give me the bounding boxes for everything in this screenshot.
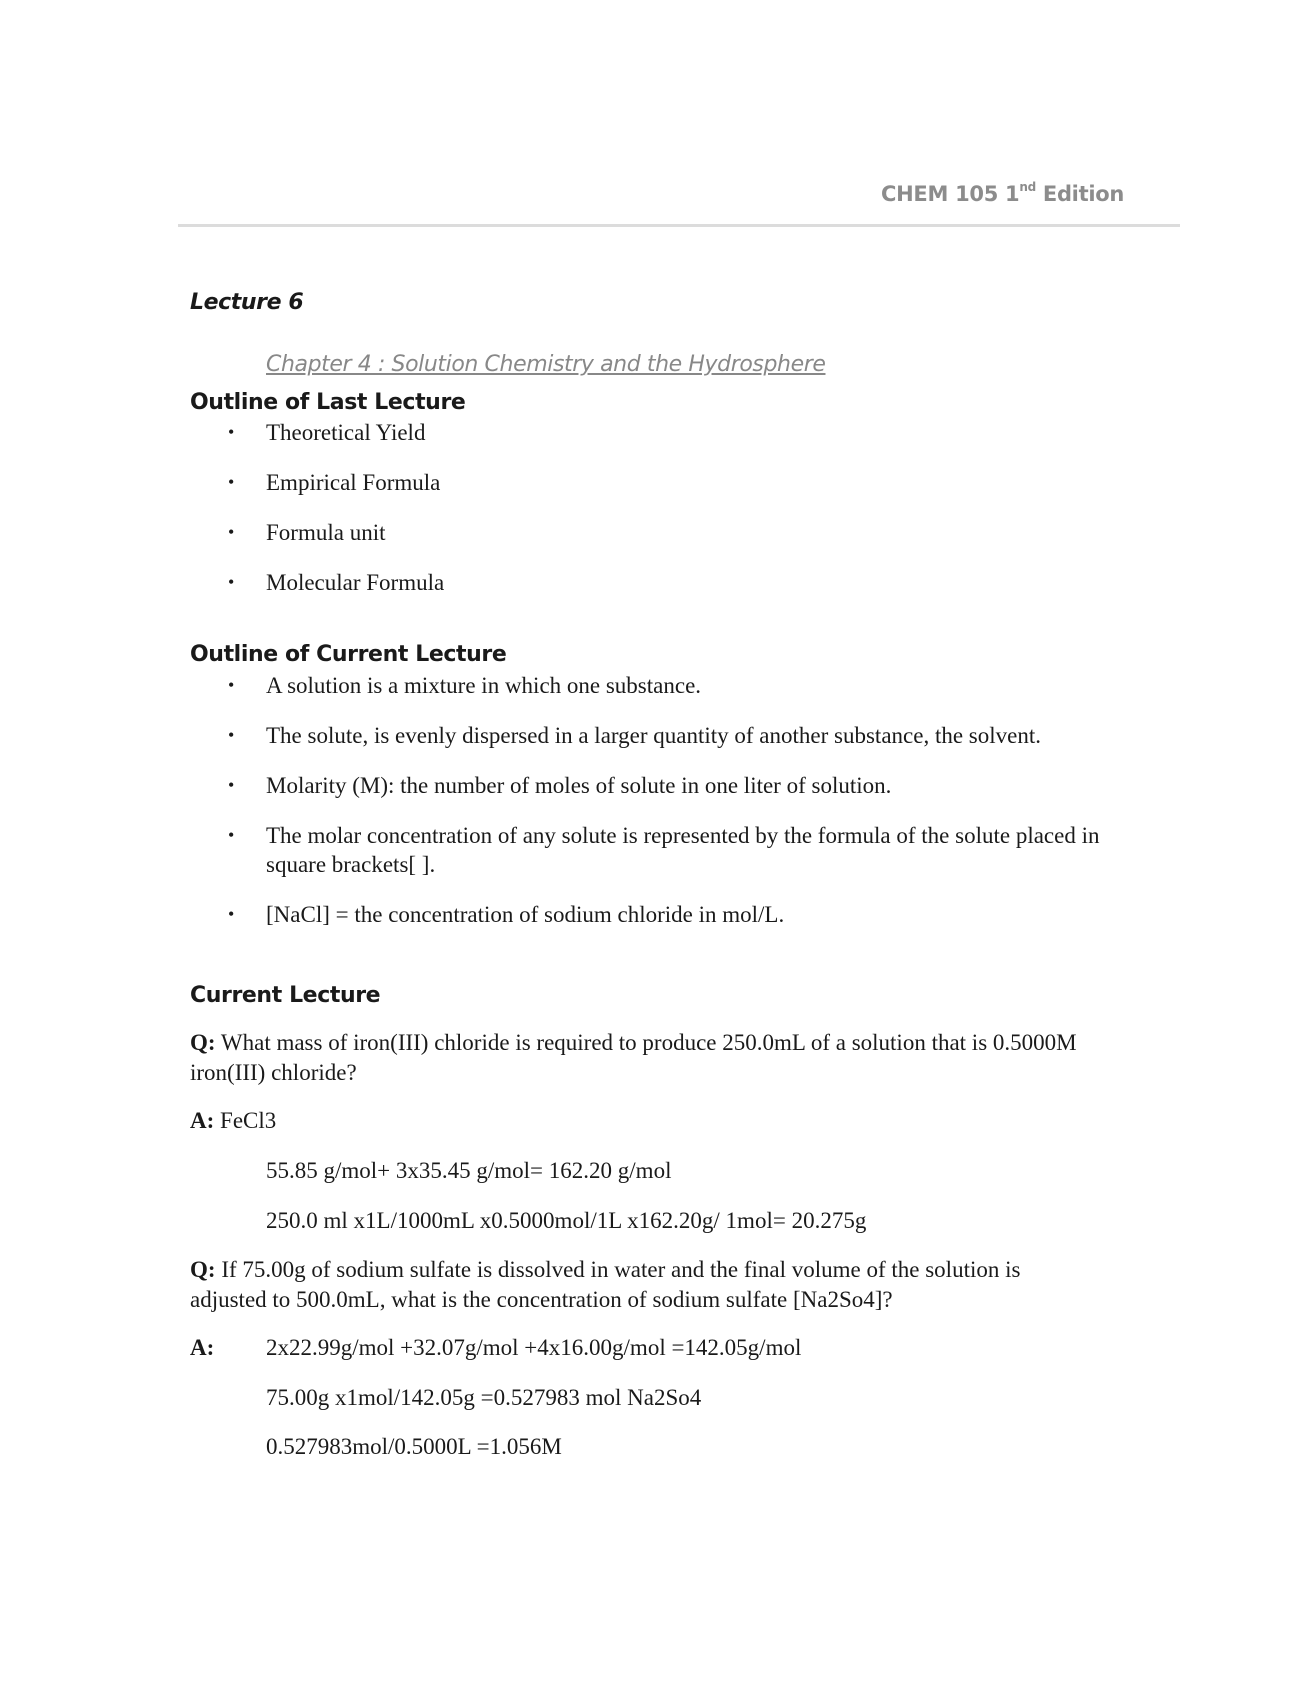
question-text: What mass of iron(III) chloride is required to produce 250.0mL of a solution that is 0.5000M iron(III) chloride? (190, 1030, 1077, 1085)
question-label: Q: (190, 1030, 216, 1055)
bullet-icon: • (228, 572, 235, 592)
current-outline-heading: Outline of Current Lecture (190, 642, 507, 667)
list-item (190, 900, 1110, 929)
last-outline-heading: Outline of Last Lecture (190, 390, 466, 415)
list-item-text: Empirical Formula (266, 470, 441, 495)
current-outline-list (190, 671, 1110, 929)
list-item-text: A solution is a mixture in which one substance. (266, 673, 702, 698)
answer-1-line: 250.0 ml x1L/1000mL x0.5000mol/1L x162.20g/ 1mol= 20.275g (266, 1208, 867, 1233)
answer-2-line: 2x22.99g/mol +32.07g/mol +4x16.00g/mol =142.05g/mol (266, 1335, 802, 1360)
list-item (190, 771, 1110, 800)
answer-2-line: 75.00g x1mol/142.05g =0.527983 mol Na2So4 (266, 1385, 702, 1410)
header-edition-superscript: nd (1019, 180, 1036, 194)
question-text: If 75.00g of sodium sulfate is dissolved in water and the final volume of the solution is adjusted to 500.0mL, what is the concentration of sodium sulfate [Na2So4]? (190, 1257, 1021, 1312)
answer-1 (190, 1106, 1090, 1136)
list-item-text: The molar concentration of any solute is represented by the formula of the solute placed in square brackets[ ]. (266, 823, 1100, 877)
list-item (190, 568, 1110, 597)
list-item (190, 518, 1110, 547)
bullet-icon: • (228, 522, 235, 542)
header-divider (178, 224, 1180, 227)
last-outline-list (190, 418, 1110, 597)
answer-text: FeCl3 (214, 1108, 277, 1133)
bullet-icon: • (228, 825, 235, 845)
list-item-text: Formula unit (266, 520, 386, 545)
answer-label: A: (190, 1335, 215, 1360)
header-edition-prefix: CHEM 105 1 (881, 182, 1020, 206)
answer-1-line: 55.85 g/mol+ 3x35.45 g/mol= 162.20 g/mol (266, 1158, 672, 1183)
list-item-text: The solute, is evenly dispersed in a larger quantity of another substance, the solvent. (266, 723, 1041, 748)
question-label: Q: (190, 1257, 216, 1282)
bullet-icon: • (228, 422, 235, 442)
bullet-icon: • (228, 675, 235, 695)
chapter-title: Chapter 4 : Solution Chemistry and the Hydrosphere (266, 352, 826, 377)
question-1 (190, 1028, 1090, 1088)
list-item (190, 721, 1110, 750)
answer-2-line: 0.527983mol/0.5000L =1.056M (266, 1434, 562, 1459)
lecture-title: Lecture 6 (190, 290, 304, 315)
list-item-text: [NaCl] = the concentration of sodium chloride in mol/L. (266, 902, 785, 927)
list-item (190, 821, 1110, 879)
current-lecture-heading: Current Lecture (190, 983, 381, 1008)
bullet-icon: • (228, 725, 235, 745)
bullet-icon: • (228, 472, 235, 492)
list-item-text: Theoretical Yield (266, 420, 426, 445)
question-2 (190, 1255, 1090, 1315)
list-item-text: Molarity (M): the number of moles of solute in one liter of solution. (266, 773, 892, 798)
bullet-icon: • (228, 904, 235, 924)
header-edition-suffix: Edition (1035, 182, 1124, 206)
list-item (190, 418, 1110, 447)
list-item (190, 468, 1110, 497)
list-item (190, 671, 1110, 700)
bullet-icon: • (228, 775, 235, 795)
answer-label: A: (190, 1108, 215, 1133)
list-item-text: Molecular Formula (266, 570, 445, 595)
answer-2-label (190, 1333, 250, 1363)
header-edition (881, 182, 1124, 206)
